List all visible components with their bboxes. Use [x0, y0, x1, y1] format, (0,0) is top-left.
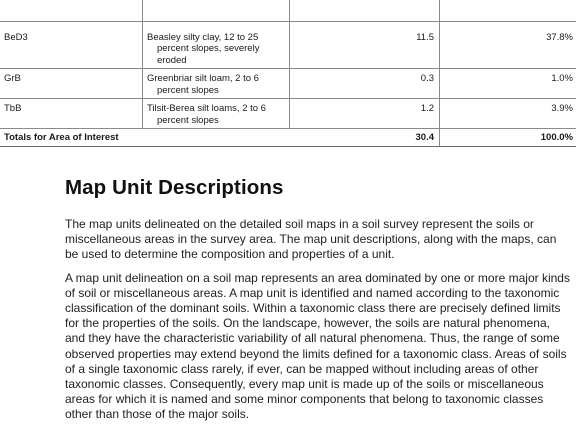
table-total-row: [0, 129, 576, 147]
map-unit-symbol: TbB: [0, 99, 143, 129]
map-unit-symbol: [0, 0, 143, 21]
map-unit-name: Tilsit-Berea silt loams, 2 to 6 percent slopes: [143, 99, 290, 129]
acres-in-aoi: [290, 0, 440, 21]
map-unit-name: Beasley silty clay, 12 to 25 percent slopes, severely eroded: [143, 21, 290, 69]
acres-in-aoi: 0.3: [290, 69, 440, 99]
section-heading: Map Unit Descriptions: [65, 176, 284, 199]
percent-of-aoi: 1.0%: [440, 69, 576, 99]
map-unit-name: Greenbriar silt loam, 2 to 6 percent slopes: [143, 69, 290, 99]
percent-of-aoi: 3.9%: [440, 99, 576, 129]
table-row: [0, 99, 576, 129]
table-row: [0, 69, 576, 99]
map-unit-name: [143, 0, 290, 21]
map-unit-symbol: GrB: [0, 69, 143, 99]
paragraph: A map unit delineation on a soil map represents an area dominated by one or more major kinds of soil or miscellaneous areas. A map unit is identified and named according to the taxonomic classification of the dominant soils. Within a taxonomic class there are precisely defined limits for the properties of the soils. On the landscape, however, the soils are natural phenomena, and they have the characteristic variability of all natural phenomena. Thus, the range of some observed properties may extend beyond the limits defined for a taxonomic class. Areas of soils of a single taxonomic class rarely, if ever, can be mapped without including areas of other taxonomic classes. Consequently, every map unit is made up of the soils or miscellaneous areas for which it is named and some minor components that belong to taxonomic classes other than those of the major soils.: [65, 270, 570, 422]
map-unit-descriptions-section: [65, 176, 571, 431]
paragraph: The map units delineated on the detailed soil maps in a soil survey represent the soils or miscellaneous areas in the survey area. The map unit descriptions, along with the maps, can be used to determine the composition and properties of a unit.: [65, 217, 557, 262]
total-label: Totals for Area of Interest: [0, 129, 290, 147]
acres-in-aoi: 11.5: [290, 21, 440, 69]
acres-in-aoi: 1.2: [290, 99, 440, 129]
map-unit-symbol: BeD3: [0, 21, 143, 69]
total-percent: 100.0%: [440, 129, 576, 147]
percent-of-aoi: 37.8%: [440, 21, 576, 69]
map-unit-table: [0, 0, 576, 147]
table-row: [0, 0, 576, 21]
total-acres: 30.4: [290, 129, 440, 147]
percent-of-aoi: [440, 0, 576, 21]
table-row: [0, 21, 576, 69]
